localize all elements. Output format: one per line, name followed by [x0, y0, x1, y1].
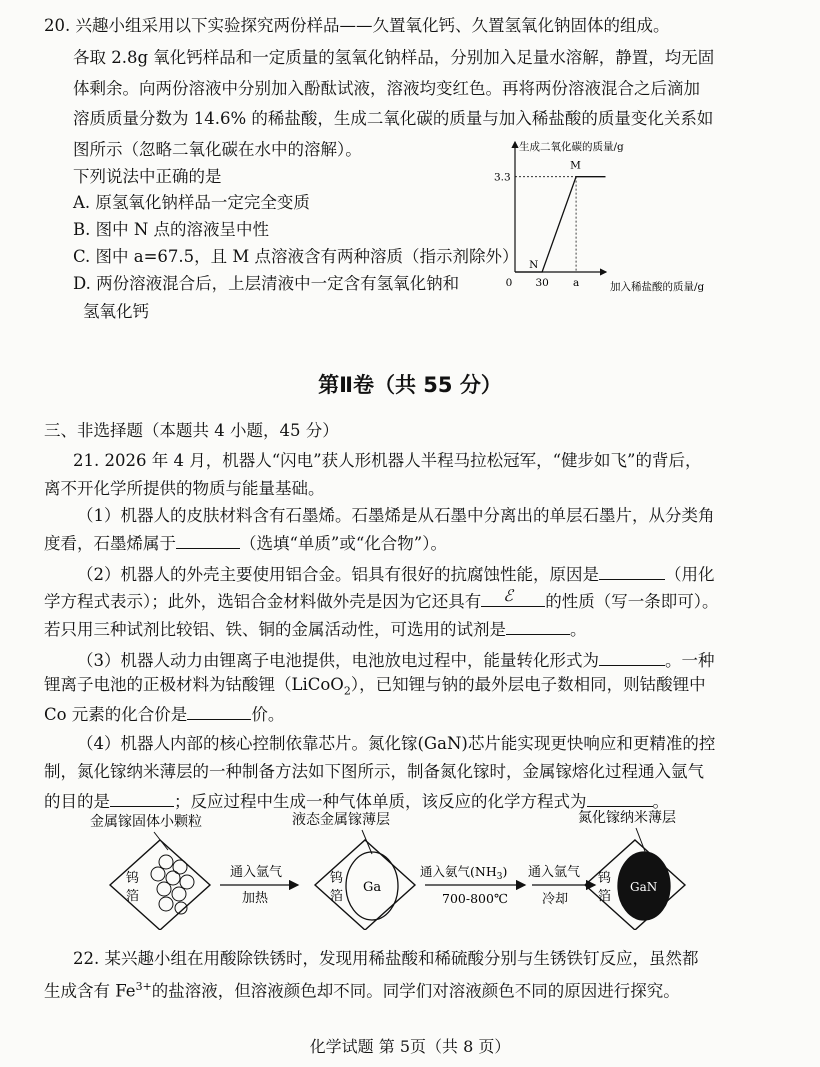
q20-line-4: 溶质质量分数为 14.6% 的稀盐酸，生成二氧化碳的质量与加入稀盐酸的质量变化关系如 [73, 109, 714, 128]
foil-char-1b: 箔 [126, 889, 140, 904]
label-solid-gallium: 金属镓固体小颗粒 [90, 814, 202, 830]
foil-char-2a: 钨 [330, 871, 344, 886]
pointer-3 [636, 828, 646, 854]
q21-p1-text-a: 度看，石墨烯属于 [44, 534, 176, 553]
q21-intro-1: 21. 2026 年 4 月，机器人“闪电”获人形机器人半程马拉松冠军，“健步如飞”的背后， [73, 451, 702, 470]
q21-blank-5[interactable] [599, 647, 665, 666]
section-title: 第Ⅱ卷（共 55 分） [318, 373, 502, 397]
q21-p2-text-b: （用化 [665, 565, 715, 584]
x-tick-30: 30 [535, 277, 549, 289]
q21-p3-text-b: 。一种 [665, 651, 715, 670]
q21-p3-text-c: 锂离子电池的正极材料为钴酸锂（LiCoO [44, 675, 344, 694]
q21-blank-2[interactable] [599, 561, 665, 580]
q21-p1-line-1: （1）机器人的皮肤材料含有石墨烯。石墨烯是从石墨中分离出的单层石墨片，从分类角 [77, 506, 715, 525]
q21-blank-3[interactable] [481, 588, 545, 607]
q21-p3-text-f: 价。 [251, 705, 285, 724]
q21-p1-text-b: （选填“单质”或“化合物”）。 [240, 534, 447, 553]
arrow-2-top: 通入氨气$(NH_3)$ [420, 864, 508, 882]
y-axis-label: 生成二氧化碳的质量/g [519, 141, 624, 153]
co2-series-line [515, 177, 606, 272]
q21-p3-line-2 [44, 673, 706, 703]
q22-line-2 [44, 975, 680, 1004]
q20-option-d: D. 两份溶液混合后，上层清液中一定含有氢氧化钠和 [73, 274, 460, 293]
arrow-3-top: 通入氩气 [528, 865, 581, 880]
q21-p4-line-1: （4）机器人内部的核心控制依靠芯片。氮化镓(GaN)芯片能实现更快响应和更精准的控 [77, 734, 716, 753]
q21-p2-line-2 [44, 588, 719, 614]
q21-blank-4[interactable] [506, 616, 570, 635]
q22-text-a: 生成含有 Fe [44, 981, 136, 1001]
foil-char-3a: 钨 [598, 871, 612, 886]
q20-option-c: C. 图中 a=67.5，且 M 点溶液含有两种溶质（指示剂除外） [73, 247, 519, 266]
q20-line-6: 下列说法中正确的是 [73, 167, 222, 186]
q21-p2-line-1 [77, 561, 715, 587]
q20-option-a: A. 原氢氧化钠样品一定完全变质 [73, 193, 310, 212]
arrow-3-bottom: 冷却 [542, 892, 569, 907]
point-label-m: M [570, 159, 581, 172]
q21-p4-line-2: 制，氮化镓纳米薄层的一种制备方法如下图所示，制备氮化镓时，金属镓熔化过程通入氩气 [44, 762, 704, 781]
q21-p2-text-c: 学方程式表示）；此外，选铝合金材料做外壳是因为它还具有 [44, 592, 482, 611]
q21-p3-line-1 [77, 647, 715, 673]
foil-char-3b: 箔 [598, 889, 612, 904]
ga-label: Ga [363, 880, 382, 895]
q20-line-5: 图所示（忽略二氧化碳在水中的溶解）。 [73, 140, 362, 159]
label-gan-layer: 氮化镓纳米薄层 [578, 810, 676, 826]
arrow-1-bottom: 加热 [242, 891, 269, 906]
q21-blank-6[interactable] [187, 701, 251, 720]
foil-char-2b: 箔 [330, 889, 344, 904]
q20-line-1: 20. 兴趣小组采用以下实验探究两份样品——久置氧化钙、久置氢氧化钠固体的组成。 [44, 16, 670, 35]
point-label-n: N [529, 259, 539, 271]
arrow-1-top: 通入氩气 [230, 865, 283, 880]
arrow-2-bottom: 700-800℃ [442, 891, 508, 906]
tungsten-foil-1 [110, 840, 210, 930]
q21-p2-text-a: （2）机器人的外壳主要使用铝合金。铝具有很好的抗腐蚀性能，原因是 [77, 565, 599, 584]
q21-p2-text-d: 的性质（写一条即可）。 [545, 592, 719, 611]
section-heading: 三、非选择题（本题共 4 小题，45 分） [44, 421, 339, 440]
gan-process-diagram [80, 810, 700, 930]
x-axis-label: 加入稀盐酸的质量/g [610, 281, 705, 293]
pointer-1 [154, 832, 168, 850]
q21-blank-1[interactable] [176, 530, 240, 549]
handwritten-mark: ℰ [503, 586, 513, 605]
q21-p3-text-d: ），已知锂与钠的最外层电子数相同，则钴酸锂中 [350, 675, 706, 694]
x-tick-0: 0 [505, 277, 513, 289]
label-liquid-gallium: 液态金属镓薄层 [292, 812, 390, 828]
q21-p1-line-2 [44, 530, 447, 556]
q22-superscript: 3+ [135, 980, 152, 993]
x-tick-a: a [572, 277, 580, 289]
q21-p4-text-c: 。 [652, 792, 669, 811]
q20-line-3: 体剩余。向两份溶液中分别加入酚酞试液，溶液均变红色。再将两份溶液混合之后滴加 [73, 79, 700, 98]
page-footer: 化学试题 第 5页（共 8 页） [309, 1037, 511, 1056]
q21-p2-text-f: 。 [570, 620, 587, 639]
q21-p4-text-a: 的目的是 [44, 792, 110, 811]
y-tick-3-3: 3.3 [494, 171, 511, 184]
q21-blank-8[interactable] [587, 788, 653, 807]
q20-option-b: B. 图中 N 点的溶液呈中性 [73, 220, 270, 239]
q21-p3-text-a: （3）机器人动力由锂离子电池提供，电池放电过程中，能量转化形式为 [77, 651, 599, 670]
q20-option-d-cont: 氢氧化钙 [83, 302, 149, 321]
q22-text-b: 的盐溶液，但溶液颜色却不同。同学们对溶液颜色不同的原因进行探究。 [151, 981, 680, 1001]
q21-intro-2: 离不开化学所提供的物质与能量基础。 [44, 479, 325, 498]
q21-p2-text-e: 若只用三种试剂比较铝、铁、铜的金属活动性，可选用的试剂是 [44, 620, 506, 639]
foil-char-1a: 钨 [126, 871, 140, 886]
q21-p4-text-b: ；反应过程中生成一种气体单质，该反应的化学方程式为 [174, 792, 587, 811]
gan-label: GaN [630, 880, 658, 894]
q20-line-2: 各取 2.8g 氧化钙样品和一定质量的氢氧化钠样品，分别加入足量水溶解，静置，均无固 [73, 48, 715, 67]
q21-blank-7[interactable] [110, 788, 174, 807]
co2-mass-chart [490, 136, 730, 298]
q21-p2-line-3 [44, 616, 587, 642]
q21-p3-subscript: 2 [343, 684, 351, 698]
q22-line-1: 22. 某兴趣小组在用酸除铁锈时，发现用稀盐酸和稀硫酸分别与生锈铁钉反应，虽然都 [73, 949, 699, 968]
q21-p3-text-e: Co 元素的化合价是 [44, 705, 188, 724]
q21-p3-line-3 [44, 701, 284, 727]
